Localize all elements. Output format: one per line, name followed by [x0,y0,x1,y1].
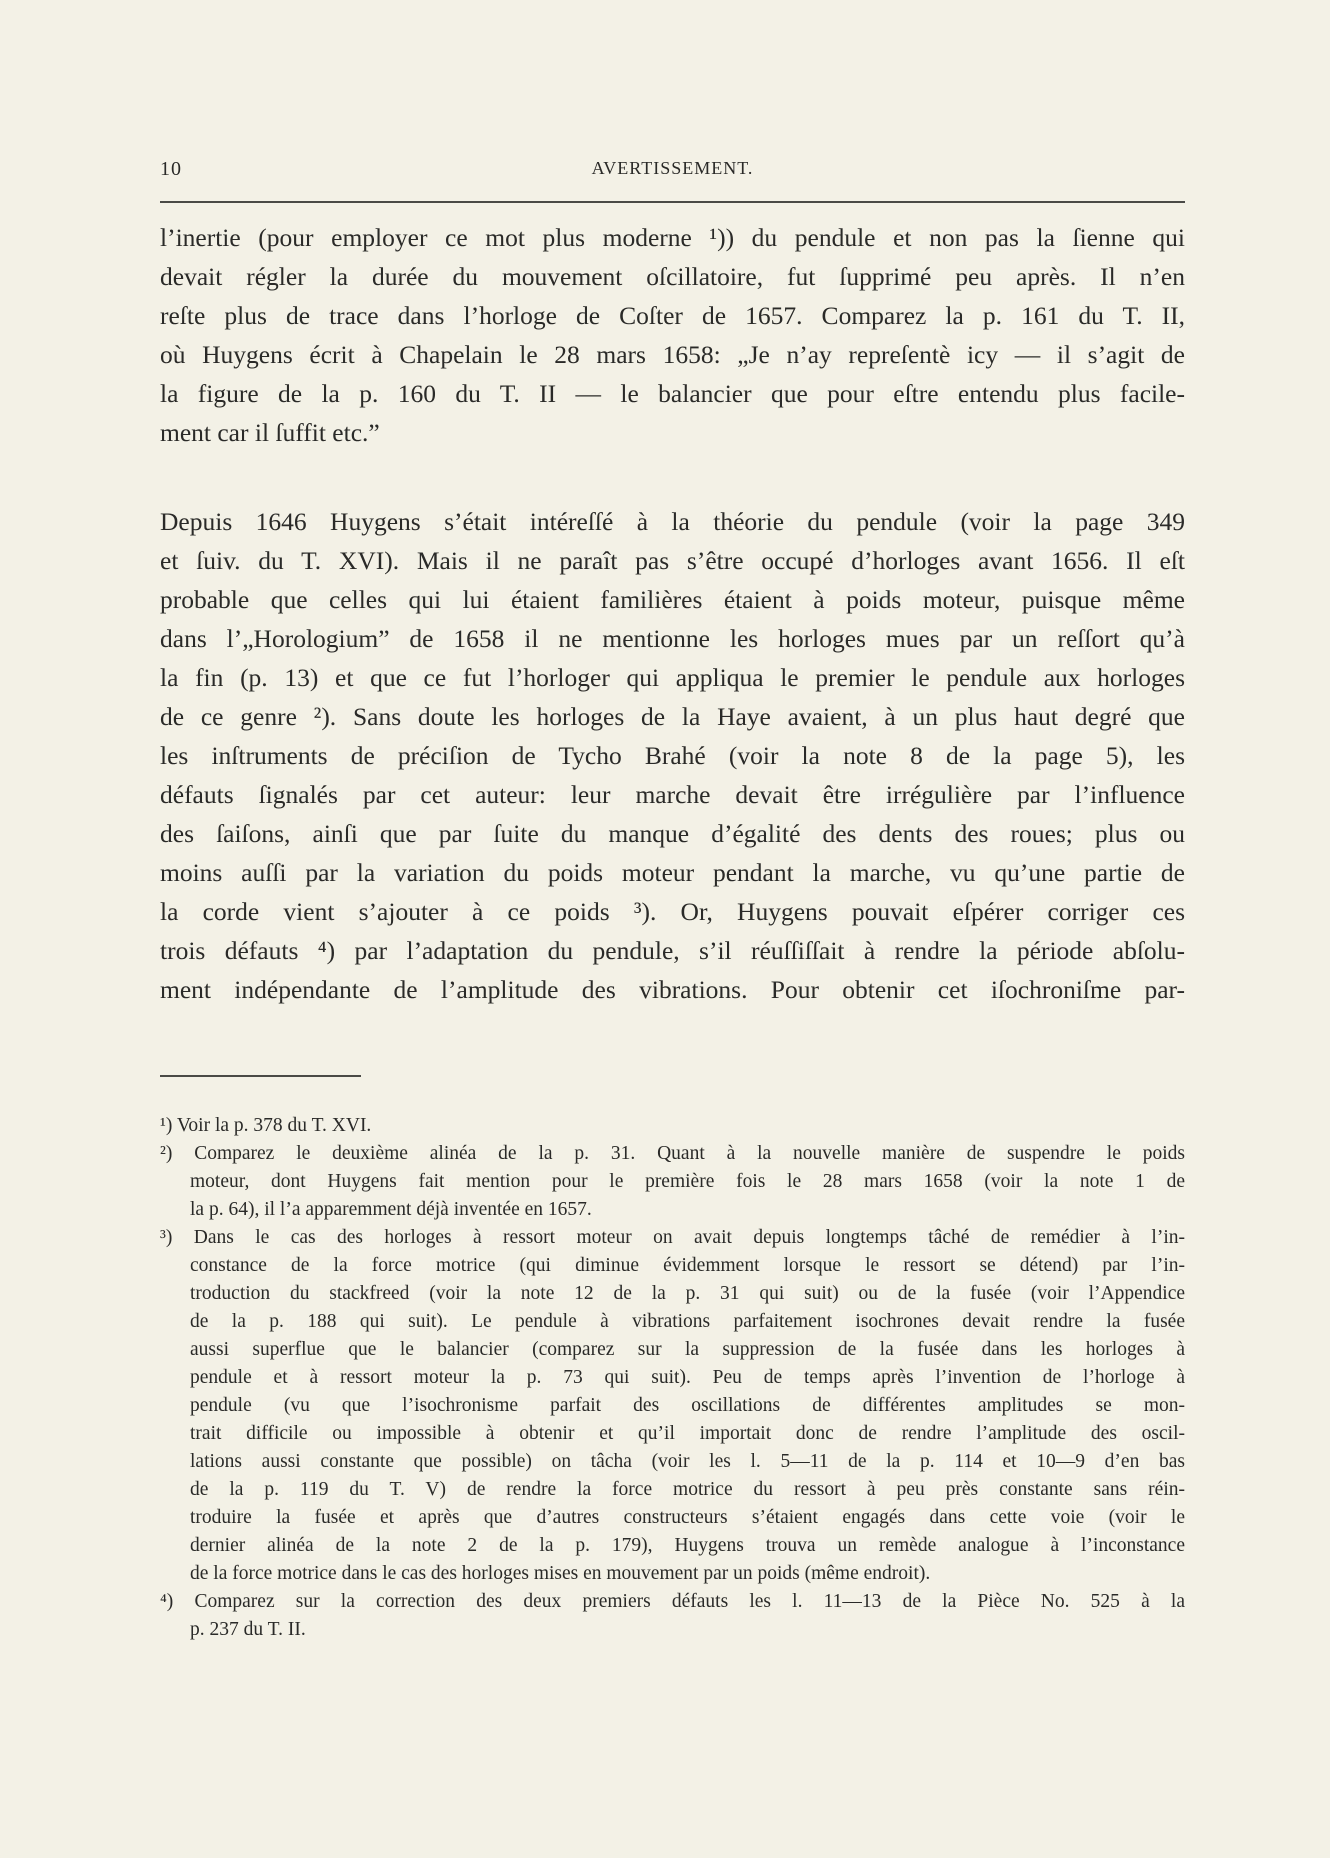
footnote-line: constance de la force motrice (qui diminue évidemment lorsque le ressort se détend) par l’in- [190,1255,1185,1276]
page-number: 10 [160,158,182,180]
footnote-line: de la force motrice dans le cas des horloges mises en mouvement par un poids (même endroit). [190,1563,931,1584]
text-line: devait régler la durée du mouvement oſcillatoire, fut ſupprimé peu après. Il n’en [160,262,1185,291]
running-title: AVERTISSEMENT. [591,158,754,178]
footnote-line: ⁴) Comparez sur la correction des deux premiers défauts les l. 11—13 de la Pièce No. 525 à la [160,1591,1185,1612]
text-line: la figure de la p. 160 du T. II — le balancier que pour eſtre entendu plus facile- [160,379,1185,408]
header-rule [160,201,1185,203]
footnote-line: trait difficile ou impossible à obtenir et qu’il importait donc de rendre l’amplitude des oscil- [190,1423,1185,1444]
footnote-line: ¹) Voir la p. 378 du T. XVI. [160,1115,372,1136]
text-line: Depuis 1646 Huygens s’était intéreſſé à la théorie du pendule (voir la page 349 [160,507,1185,536]
text-line: moins auſſi par la variation du poids moteur pendant la marche, vu qu’une partie de [160,858,1185,887]
footnote-line: de la p. 119 du T. V) de rendre la force motrice du ressort à peu près constante sans réin- [190,1479,1185,1500]
main-text [160,218,1185,1009]
footnote-line: p. 237 du T. II. [190,1619,306,1640]
text-line: probable que celles qui lui étaient familières étaient à poids moteur, puisque même [160,585,1185,614]
text-line: et ſuiv. du T. XVI). Mais il ne paraît pas s’être occupé d’horloges avant 1656. Il eſt [160,546,1185,575]
text-line: la corde vient s’ajouter à ce poids ³). Or, Huygens pouvait eſpérer corriger ces [160,897,1185,926]
footnote-rule [160,1075,361,1077]
footnote-line: ³) Dans le cas des horloges à ressort moteur on avait depuis longtemps tâché de remédier à l’in- [160,1227,1185,1248]
footnote-line: aussi superflue que le balancier (comparez sur la suppression de la fusée dans les horloges à [190,1339,1185,1360]
footnote-line: de la p. 188 qui suit). Le pendule à vibrations parfaitement isochrones devait rendre la fusée [190,1311,1185,1332]
text-line: défauts ſignalés par cet auteur: leur marche devait être irrégulière par l’influence [160,780,1185,809]
text-line: ment indépendante de l’amplitude des vibrations. Pour obtenir cet iſochroniſme par- [160,975,1185,1004]
footnotes [160,1112,1185,1644]
text-line: trois défauts ⁴) par l’adaptation du pendule, s’il réuſſiſſait à rendre la période abſolu- [160,936,1185,965]
footnote-line: la p. 64), il l’a apparemment déjà inventée en 1657. [190,1199,592,1220]
footnote-line: moteur, dont Huygens fait mention pour le première fois le 28 mars 1658 (voir la note 1 de [190,1171,1185,1192]
footnote-line: lations aussi constante que possible) on tâcha (voir les l. 5—11 de la p. 114 et 10—9 d’en bas [190,1451,1185,1472]
text-line: la fin (p. 13) et que ce fut l’horloger qui appliqua le premier le pendule aux horloges [160,663,1185,692]
text-line: les inſtruments de préciſion de Tycho Brahé (voir la note 8 de la page 5), les [160,741,1185,770]
text-line: de ce genre ²). Sans doute les horloges de la Haye avaient, à un plus haut degré que [160,702,1185,731]
text-line: des ſaiſons, ainſi que par ſuite du manque d’égalité des dents des roues; plus ou [160,819,1185,848]
paragraph-gap [160,452,1185,502]
text-line: où Huygens écrit à Chapelain le 28 mars 1658: „Je n’ay repreſentè icy — il s’agit de [160,340,1185,369]
text-line: ment car il ſuffit etc.” [160,418,380,447]
running-header [160,158,1185,188]
footnote-line: troduction du stackfreed (voir la note 12 de la p. 31 qui suit) ou de la fusée (voir l’Appendice [190,1283,1185,1304]
footnote-line: pendule (vu que l’isochronisme parfait des oscillations de différentes amplitudes se mon- [190,1395,1185,1416]
footnote-line: ²) Comparez le deuxième alinéa de la p. 31. Quant à la nouvelle manière de suspendre le poids [160,1143,1185,1164]
text-line: dans l’„Horologium” de 1658 il ne mentionne les horloges mues par un reſſort qu’à [160,624,1185,653]
footnote-line: troduire la fusée et après que d’autres constructeurs s’étaient engagés dans cette voie (voir le [190,1507,1185,1528]
footnote-line: dernier alinéa de la note 2 de la p. 179), Huygens trouva un remède analogue à l’inconstance [190,1535,1185,1556]
text-line: reſte plus de trace dans l’horloge de Coſter de 1657. Comparez la p. 161 du T. II, [160,301,1185,330]
footnote-line: pendule et à ressort moteur la p. 73 qui suit). Peu de temps après l’invention de l’horloge à [190,1367,1185,1388]
text-line: l’inertie (pour employer ce mot plus moderne ¹)) du pendule et non pas la ſienne qui [160,223,1185,252]
